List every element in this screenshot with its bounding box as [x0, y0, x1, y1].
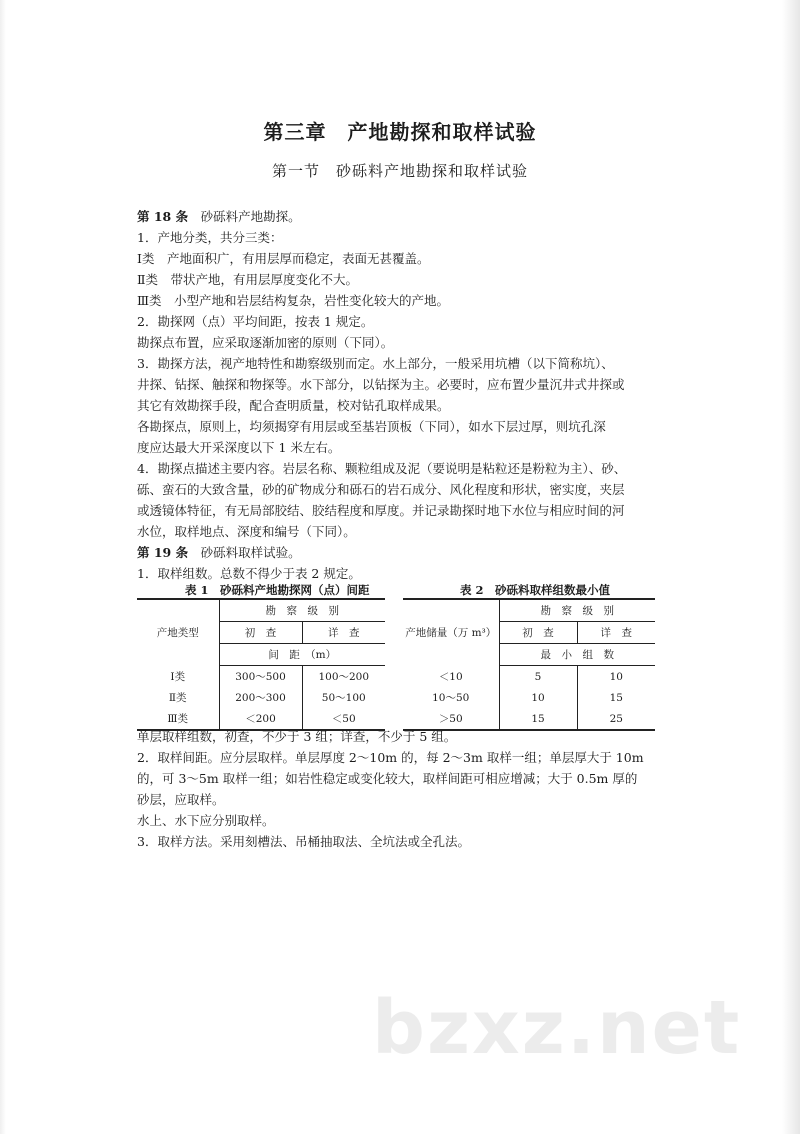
table-cell: Ⅲ类: [137, 708, 219, 730]
paragraph-line: 各勘探点，原则上，均须揭穿有用层或至基岩顶板（下同），如水下层过厚，则坑孔深: [137, 419, 606, 434]
paragraph-line: 1．取样组数。总数不得少于表 2 规定。: [137, 566, 361, 581]
table-2-caption: 表 2 砂砾料取样组数最小值: [460, 583, 611, 597]
table-header-group: 勘 察 级 别: [219, 599, 385, 622]
table-cell: 300～500: [219, 666, 302, 688]
paragraph-line: 单层取样组数，初查，不少于 3 组；详查，不少于 5 组。: [137, 729, 457, 744]
paragraph-line: 4．勘探点描述主要内容。岩层名称、颗粒组成及泥（要说明是粘粒还是粉粒为主）、砂、: [137, 461, 627, 476]
watermark: bzxz.net: [372, 985, 742, 1071]
paragraph-line: 勘探点布置，应采取逐渐加密的原则（下同）。: [137, 335, 394, 350]
paragraph-line: 2．取样间距。应分层取样。单层厚度 2～10m 的，每 2～3m 取样一组；单层厚大于 10m: [137, 750, 644, 765]
paragraph-line: 砂层，应取样。: [137, 792, 225, 807]
table-cell: ＜10: [438, 670, 463, 683]
paragraph-line: 3．取样方法。采用刻槽法、吊桶抽取法、全坑法或全孔法。: [137, 834, 470, 849]
paragraph-line: 其它有效勘探手段，配合查明质量，校对钻孔取样成果。: [137, 398, 450, 413]
article-title: 砂砾料取样试验。: [188, 545, 301, 560]
table-cell: ＜50: [302, 708, 385, 730]
paragraph-line: Ⅰ类 产地面积广，有用层厚而稳定，表面无甚覆盖。: [137, 251, 430, 266]
paragraph-line: 3．勘探方法，视产地特性和勘察级别而定。水上部分，一般采用坑槽（以下简称坑）、: [137, 356, 614, 371]
paragraph-line: 水上、水下应分别取样。: [137, 813, 275, 828]
paragraph-line: 2．勘探网（点）平均间距，按表 1 规定。: [137, 314, 374, 329]
table-cell: 10: [577, 666, 655, 688]
paragraph-line: 井探、钻探、触探和物探等。水下部分，以钻探为主。必要时，应布置少量沉井式井探或: [137, 377, 625, 392]
paragraph-line: Ⅲ类 小型产地和岩层结构复杂，岩性变化较大的产地。: [137, 293, 450, 308]
paragraph-line: 度应达最大开采深度以下 1 米左右。: [137, 440, 341, 455]
table-header-unit: 最 小 组 数: [499, 644, 655, 666]
paragraph-line: 1．产地分类，共分三类：: [137, 230, 283, 245]
table-2: [403, 598, 655, 731]
section-title: 第一节 砂砾料产地勘探和取样试验: [271, 162, 528, 180]
table-cell: 15: [577, 687, 655, 708]
table-cell: 25: [577, 708, 655, 730]
article-18-heading: [137, 206, 670, 227]
table-header-type: 产地类型: [137, 599, 219, 666]
table-cell: ＜200: [219, 708, 302, 730]
table-header-sub: 初 查: [499, 622, 577, 644]
table-cell: 10～50: [432, 692, 470, 704]
table-cell: 5: [499, 666, 577, 688]
table-cell: 15: [499, 708, 577, 730]
paragraph-line: 的，可 3～5m 取样一组；如岩性稳定或变化较大，取样间距可相应增减；大于 0.5m 厚的: [137, 771, 638, 786]
article-number: 第 19 条: [137, 545, 189, 560]
table-cell: 10: [499, 687, 577, 708]
table-header-sub: 初 查: [219, 622, 302, 644]
table-header-unit: 间 距 （m）: [219, 644, 385, 666]
article-title: 砂砾料产地勘探。: [188, 209, 301, 224]
table-header-sub: 详 查: [302, 622, 385, 644]
table-cell: 100～200: [302, 666, 385, 688]
table-1-caption: 表 1 砂砾料产地勘探网（点）间距: [185, 583, 370, 597]
paragraph-line: 水位，取样地点、深度和编号（下同）。: [137, 524, 356, 539]
table-cell: Ⅰ类: [170, 670, 186, 683]
table-cell: ＞50: [403, 708, 499, 730]
paragraph-line: 砾、蛮石的大致含量，砂的矿物成分和砾石的岩石成分、风化程度和形状，密实度，夹层: [137, 482, 625, 497]
article-number: 第 18 条: [137, 209, 189, 224]
chapter-title: 第三章 产地勘探和取样试验: [263, 120, 537, 144]
table-cell: 50～100: [302, 687, 385, 708]
table-header-sub: 详 查: [577, 622, 655, 644]
paragraph-line: 或透镜体特征，有无局部胶结、胶结程度和厚度。并记录勘探时地下水位与相应时间的河: [137, 503, 625, 518]
table-cell: Ⅱ类: [168, 692, 187, 704]
table-cell: 200～300: [219, 687, 302, 708]
paragraph-line: Ⅱ类 带状产地，有用层厚度变化不大。: [137, 272, 358, 287]
table-1: [137, 598, 385, 731]
table-header-group: 勘 察 级 别: [499, 599, 655, 622]
table-header-type: 产地储量（万 m³）: [403, 599, 499, 666]
article-19-heading: [137, 542, 670, 563]
